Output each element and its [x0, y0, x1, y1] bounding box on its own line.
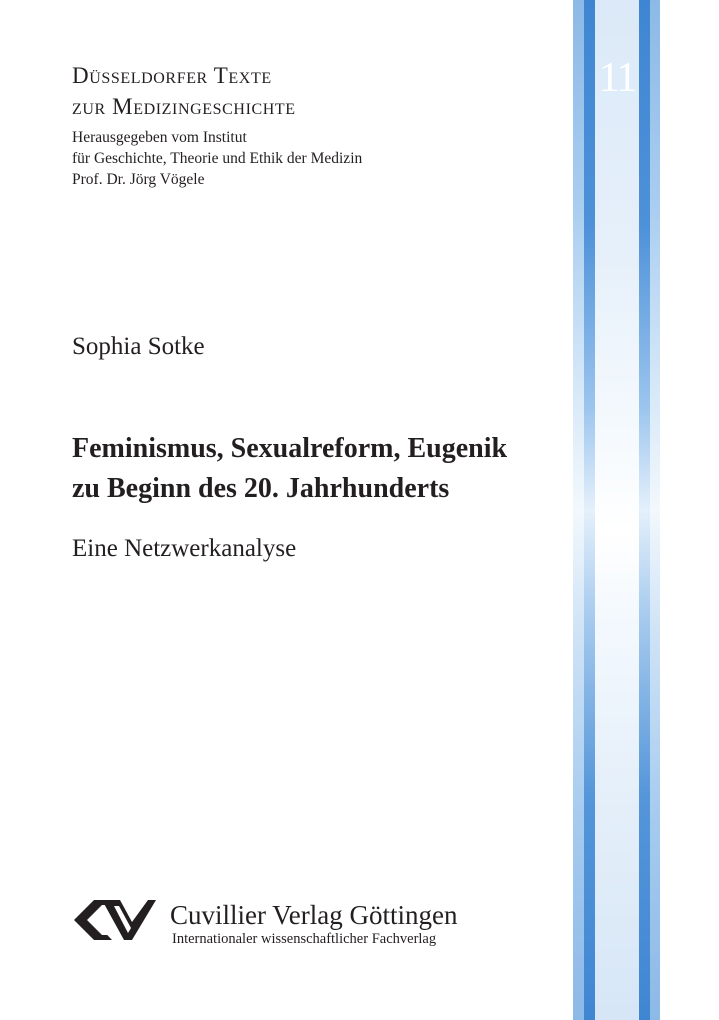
publisher-name: Cuvillier Verlag Göttingen	[170, 900, 458, 930]
book-title	[72, 429, 507, 509]
stripe-dark-right	[639, 0, 650, 1020]
editor-info	[72, 127, 362, 190]
book-subtitle: Eine Netzwerkanalyse	[72, 535, 297, 562]
stripe-light-right	[650, 0, 660, 1020]
stripe-dark-left	[584, 0, 595, 1020]
book-title-line1: Feminismus, Sexualreform, Eugenik	[72, 433, 508, 464]
volume-number: 11	[598, 55, 636, 101]
cuvillier-logo-icon	[72, 898, 158, 942]
series-title	[72, 60, 296, 122]
series-title-line1: Düsseldorfer Texte	[72, 63, 272, 88]
book-title-line2: zu Beginn des 20. Jahrhunderts	[72, 473, 450, 504]
editor-line3: Prof. Dr. Jörg Vögele	[72, 171, 205, 188]
editor-line2: für Geschichte, Theorie und Ethik der Medizin	[72, 150, 363, 167]
publisher-tagline: Internationaler wissenschaftlicher Fachverlag	[172, 931, 437, 947]
editor-line1: Herausgegeben vom Institut	[72, 129, 247, 146]
stripe-light-left	[573, 0, 584, 1020]
series-title-line2: zur Medizingeschichte	[72, 94, 296, 119]
decorative-stripes	[573, 0, 660, 1020]
author-name: Sophia Sotke	[72, 333, 205, 360]
stripe-pale-center	[595, 0, 639, 1020]
